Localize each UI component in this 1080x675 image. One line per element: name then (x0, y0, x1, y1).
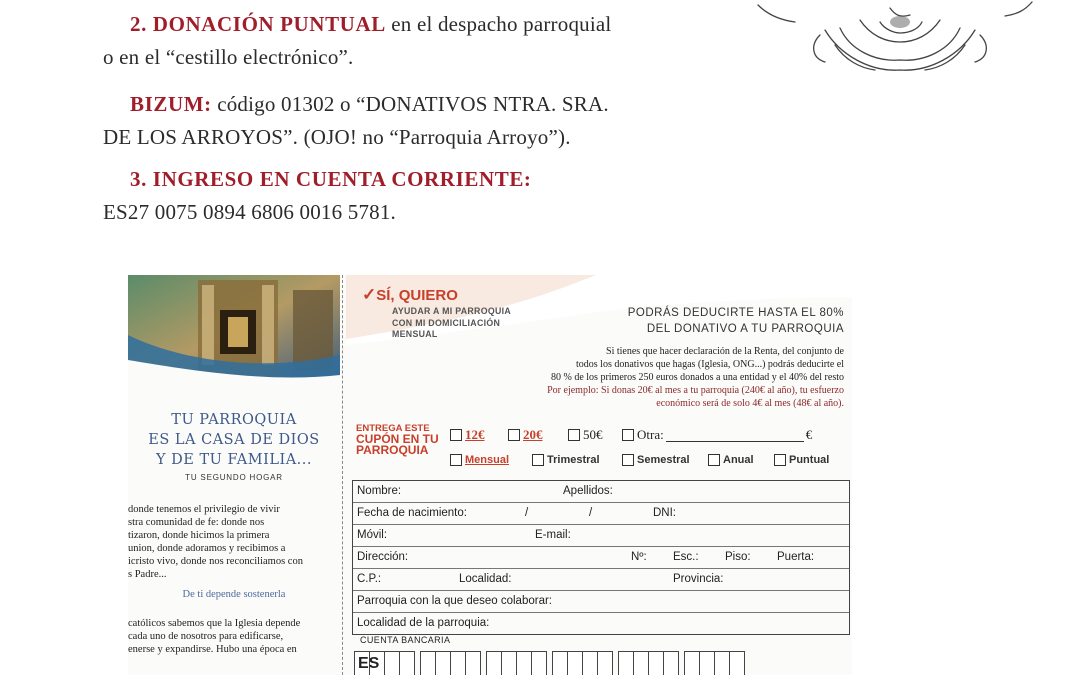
amount-20[interactable] (508, 427, 543, 443)
freq-semestral[interactable] (622, 454, 690, 466)
left-text-6: s Padre... (128, 569, 167, 580)
entrega-label (356, 423, 439, 456)
iban-cell[interactable] (729, 651, 745, 675)
iban-cell[interactable] (714, 651, 730, 675)
item2-rest: en el despacho parroquial (385, 12, 612, 36)
iban-cell[interactable] (435, 651, 451, 675)
entrega-3: PARROQUIA (356, 443, 429, 457)
iban-grid[interactable] (354, 651, 744, 675)
coupon-left-column (128, 385, 340, 675)
iban-cell[interactable] (384, 651, 400, 675)
deducir-text (628, 305, 844, 337)
iban-cell[interactable] (582, 651, 598, 675)
row-nombre[interactable] (353, 481, 849, 503)
item3-label: 3. INGRESO EN CUENTA CORRIENTE: (130, 167, 532, 191)
iban-cell[interactable] (531, 651, 547, 675)
bizum-label: BIZUM: (130, 92, 212, 116)
amount-otra-label: Otra: (637, 427, 664, 442)
ayudar-1: AYUDAR A MI PARROQUIA (392, 306, 512, 316)
item2-line2: o en el “cestillo electrónico”. (103, 45, 354, 69)
amount-20-label: 20€ (523, 427, 543, 442)
iban-cell[interactable] (420, 651, 436, 675)
bizum-rest: código 01302 o “DONATIVOS NTRA. SRA. (211, 92, 609, 116)
left-text-3: tizaron, donde hicimos la primera (128, 530, 270, 541)
iban-cell[interactable] (399, 651, 415, 675)
donation-coupon (128, 275, 852, 675)
left-text2-1: católicos sabemos que la Iglesia depende (128, 618, 301, 629)
si-quiero (362, 285, 458, 305)
freq-trimestral-label: Trimestral (547, 454, 600, 466)
check-icon: ✓ (362, 285, 377, 304)
amount-12-checkbox[interactable] (450, 429, 462, 441)
field-nombre: Nombre: (357, 485, 402, 497)
row-localidad-parroquia[interactable] (353, 613, 849, 634)
item3-line1 (130, 163, 532, 195)
field-localidad-parroquia: Localidad de la parroquia: (357, 617, 490, 629)
field-parroquia: Parroquia con la que deseo colaborar: (357, 595, 552, 607)
amount-50-checkbox[interactable] (568, 429, 580, 441)
ayudar-3: MENSUAL (392, 329, 438, 339)
iban-cell[interactable] (633, 651, 649, 675)
cuenta-bancaria-label: CUENTA BANCARIA (360, 635, 451, 645)
deducir-2: DEL DONATIVO A TU PARROQUIA (646, 323, 844, 335)
amount-otra[interactable] (622, 427, 812, 443)
freq-puntual-label: Puntual (789, 454, 830, 466)
bizum-line2: DE LOS ARROYOS”. (OJO! no “Parroquia Arroyo”). (103, 125, 571, 149)
row-fecha[interactable] (353, 503, 849, 525)
amount-otra-input[interactable] (666, 429, 804, 442)
info-5: económico será de solo 4€ al mes (48€ al año). (656, 398, 844, 409)
giving-hands-icon (750, 0, 1040, 80)
left-text-2: stra comunidad de fe: donde nos (128, 517, 265, 528)
iban-line: ES27 0075 0894 6806 0016 5781. (103, 200, 397, 224)
field-piso: Piso: (725, 551, 751, 563)
freq-mensual-label: Mensual (465, 454, 510, 466)
amount-20-checkbox[interactable] (508, 429, 520, 441)
left-title-3: Y DE TU FAMILIA... (155, 452, 312, 468)
row-direccion[interactable] (353, 547, 849, 569)
info-1: Si tienes que hacer declaración de la Renta, del conjunto de (606, 346, 844, 357)
left-text-5: icristo vivo, donde nos reconciliamos con (128, 556, 303, 567)
left-text2-3: enerse y expandirse. Hubo una época en (128, 644, 297, 655)
ayudar-text (392, 306, 511, 341)
field-dni: DNI: (653, 507, 676, 519)
iban-cell[interactable] (618, 651, 634, 675)
deducir-1: PODRÁS DEDUCIRTE HASTA EL 80% (627, 307, 844, 319)
freq-puntual[interactable] (774, 454, 829, 466)
amount-12-label: 12€ (465, 427, 485, 442)
iban-cell[interactable] (648, 651, 664, 675)
row-movil[interactable] (353, 525, 849, 547)
field-slash-2: / (589, 507, 593, 519)
left-text-1: donde tenemos el privilegio de vivir (128, 504, 280, 515)
entrega-2: CUPÓN EN TU (356, 432, 439, 446)
entrega-1: ENTREGA ESTE (356, 423, 430, 434)
ayudar-2: CON MI DOMICILIACIÓN (392, 317, 501, 328)
row-parroquia[interactable] (353, 591, 849, 613)
freq-mensual[interactable] (450, 454, 509, 466)
iban-cell[interactable] (552, 651, 568, 675)
iban-cell[interactable] (501, 651, 517, 675)
freq-trimestral[interactable] (532, 454, 600, 466)
church-altar-photo (128, 275, 340, 385)
iban-cell[interactable] (450, 651, 466, 675)
cut-line (342, 275, 343, 675)
field-direccion: Dirección: (357, 551, 409, 563)
item2-label: 2. DONACIÓN PUNTUAL (130, 12, 386, 36)
freq-puntual-checkbox[interactable] (774, 454, 786, 466)
coupon-right-column (346, 275, 852, 675)
iban-cell[interactable] (516, 651, 532, 675)
field-slash-1: / (525, 507, 529, 519)
freq-anual[interactable] (708, 454, 754, 466)
iban-cell[interactable] (486, 651, 502, 675)
field-esc: Esc.: (673, 551, 699, 563)
iban-cell[interactable] (465, 651, 481, 675)
left-subtitle: TU SEGUNDO HOGAR (185, 473, 283, 482)
info-3: 80 % de los primeros 250 euros donados a una entidad y el 40% del resto (551, 372, 844, 383)
left-title-1: TU PARROQUIA (171, 412, 297, 428)
freq-semestral-label: Semestral (637, 454, 690, 466)
field-num: Nº: (631, 551, 647, 563)
amount-12[interactable] (450, 427, 485, 443)
field-email: E-mail: (535, 529, 571, 541)
freq-anual-checkbox[interactable] (708, 454, 720, 466)
iban-cell[interactable] (597, 651, 613, 675)
iban-cell[interactable] (699, 651, 715, 675)
iban-cell[interactable] (663, 651, 679, 675)
row-cp[interactable] (353, 569, 849, 591)
freq-semestral-checkbox[interactable] (622, 454, 634, 466)
field-provincia: Provincia: (673, 573, 724, 585)
info-4: Por ejemplo: Si donas 20€ al mes a tu parroquia (240€ al año), tu esfuerzo (547, 385, 844, 396)
iban-cell[interactable] (567, 651, 583, 675)
bizum-line1 (130, 88, 609, 120)
amount-otra-euro: € (805, 427, 813, 442)
freq-mensual-checkbox[interactable] (450, 454, 462, 466)
field-apellidos: Apellidos: (563, 485, 613, 497)
field-cp: C.P.: (357, 573, 382, 585)
personal-data-form (352, 480, 850, 635)
amount-50[interactable] (568, 427, 603, 443)
freq-anual-label: Anual (723, 454, 754, 466)
field-fecha: Fecha de nacimiento: (357, 507, 467, 519)
field-localidad: Localidad: (459, 573, 512, 585)
info-2: todos los donativos que hagas (Iglesia, ONG...) podrás deducirte el (576, 359, 844, 370)
si-quiero-label: SÍ, QUIERO (376, 287, 458, 304)
item2-line1 (130, 8, 611, 40)
freq-trimestral-checkbox[interactable] (532, 454, 544, 466)
field-puerta: Puerta: (777, 551, 815, 563)
left-text-4: union, donde adoramos y recibimos a (128, 543, 286, 554)
left-depende: De ti depende sostenerla (182, 589, 286, 600)
amount-50-label: 50€ (583, 427, 603, 442)
renta-info (547, 345, 844, 410)
iban-es-prefix: ES (358, 655, 380, 672)
left-text2-2: cada uno de nosotros para edificarse, (128, 631, 284, 642)
left-title-2: ES LA CASA DE DIOS (148, 432, 320, 448)
iban-cell[interactable] (684, 651, 700, 675)
field-movil: Móvil: (357, 529, 388, 541)
amount-otra-checkbox[interactable] (622, 429, 634, 441)
